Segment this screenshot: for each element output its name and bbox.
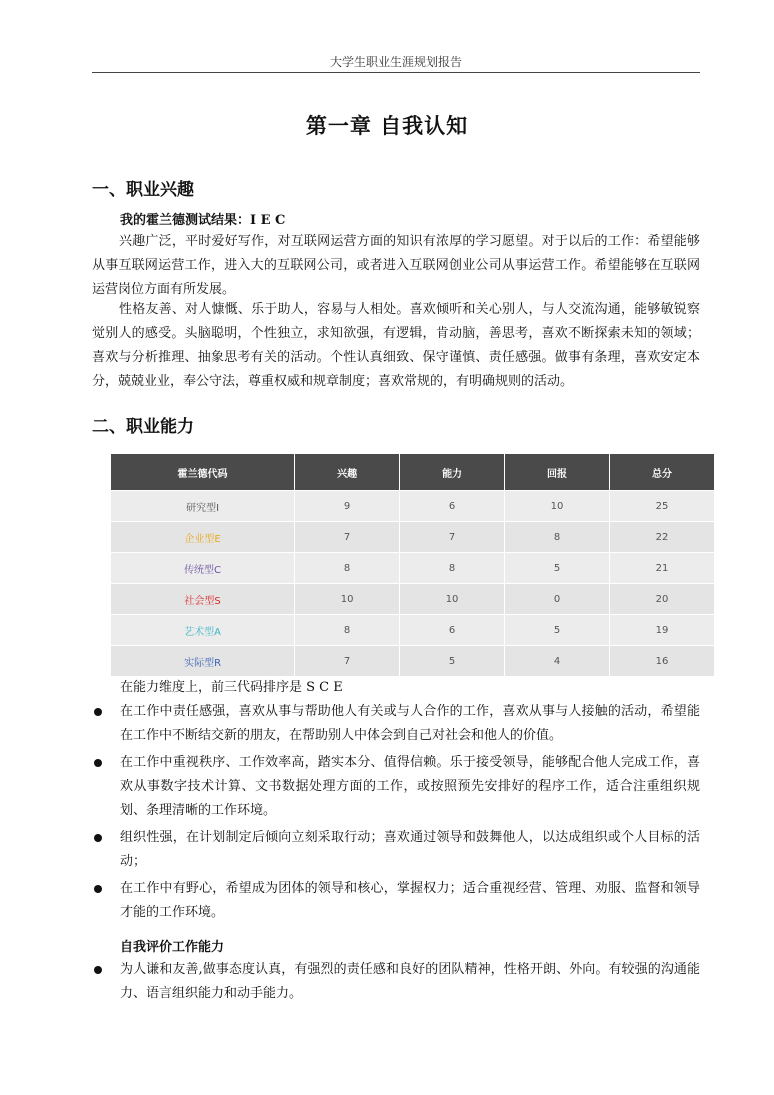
score-cell: 8 [295, 615, 399, 645]
holland-code-cell: 艺术型A [111, 615, 294, 645]
chapter-title: 第一章 自我认知 [305, 114, 469, 138]
score-cell: 21 [610, 553, 714, 583]
score-cell: 6 [400, 491, 504, 521]
holland-score-table [110, 453, 715, 677]
list-item: 组织性强，在计划制定后倾向立刻采取行动；喜欢通过领导和鼓舞他人，以达成组织或个人目标的活动； [92, 826, 700, 874]
score-cell: 7 [295, 522, 399, 552]
score-cell: 7 [400, 522, 504, 552]
page-header: 大学生职业生涯规划报告 [92, 52, 700, 73]
score-cell: 5 [505, 615, 609, 645]
self-evaluation-list [92, 958, 700, 1009]
score-cell: 10 [295, 584, 399, 614]
column-header: 总分 [610, 454, 714, 490]
score-cell: 0 [505, 584, 609, 614]
bullet-dot-icon [94, 708, 102, 716]
ability-ranking: 在能力维度上，前三代码排序是 S C E [120, 680, 343, 695]
score-cell: 16 [610, 646, 714, 676]
column-header: 回报 [505, 454, 609, 490]
holland-code-cell: 社会型S [111, 584, 294, 614]
holland-code-cell: 传统型C [111, 553, 294, 583]
holland-code-cell: 实际型R [111, 646, 294, 676]
score-cell: 19 [610, 615, 714, 645]
personality-paragraph: 性格友善、对人慷慨、乐于助人，容易与人相处。喜欢倾听和关心别人，与人交流沟通，能够敏锐察觉别人的感受。头脑聪明，个性独立，求知欲强，有逻辑，肯动脑，善思考，喜欢不断探索未知的领域；喜欢与分析推理、抽象思考有关的活动。个性认真细致、保守谨慎、责任感强。做事有条理，喜欢安定本分，兢兢业业，奉公守法，尊重权威和规章制度；喜欢常规的，有明确规则的活动。 [92, 302, 700, 389]
column-header: 能力 [400, 454, 504, 490]
score-cell: 4 [505, 646, 609, 676]
column-header: 兴趣 [295, 454, 399, 490]
score-cell: 8 [295, 553, 399, 583]
self-evaluation-title: 自我评价工作能力 [120, 940, 225, 955]
table-row [111, 522, 714, 552]
score-cell: 5 [505, 553, 609, 583]
holland-code-cell: 企业型E [111, 522, 294, 552]
score-cell: 7 [295, 646, 399, 676]
list-item: 在工作中责任感强，喜欢从事与帮助他人有关或与人合作的工作，喜欢从事与人接触的活动，希望能在工作中不断结交新的朋友，在帮助别人中体会到自己对社会和他人的价值。 [92, 700, 700, 748]
bullet-dot-icon [94, 966, 102, 974]
section-title-ability: 二、职业能力 [92, 417, 194, 437]
table-row [111, 615, 714, 645]
ability-bullet-list [92, 700, 700, 928]
table-row [111, 646, 714, 676]
holland-code-cell: 研究型I [111, 491, 294, 521]
score-cell: 25 [610, 491, 714, 521]
score-cell: 6 [400, 615, 504, 645]
score-cell: 9 [295, 491, 399, 521]
list-item: 为人谦和友善,做事态度认真，有强烈的责任感和良好的团队精神，性格开朗、外向。有较强的沟通能力、语言组织能力和动手能力。 [92, 958, 700, 1006]
bullet-dot-icon [94, 759, 102, 767]
score-cell: 5 [400, 646, 504, 676]
table-row [111, 584, 714, 614]
table-row [111, 491, 714, 521]
score-cell: 20 [610, 584, 714, 614]
score-cell: 10 [505, 491, 609, 521]
holland-result-label: 我的霍兰德测试结果：I E C [120, 213, 286, 228]
column-header: 霍兰德代码 [111, 454, 294, 490]
list-item: 在工作中有野心，希望成为团体的领导和核心，掌握权力；适合重视经营、管理、劝服、监督和领导才能的工作环境。 [92, 877, 700, 925]
bullet-dot-icon [94, 885, 102, 893]
bullet-dot-icon [94, 834, 102, 842]
section-title-interest: 一、职业兴趣 [92, 180, 194, 200]
interest-paragraph: 兴趣广泛，平时爱好写作，对互联网运营方面的知识有浓厚的学习愿望。对于以后的工作：希望能够从事互联网运营工作，进入大的互联网公司，或者进入互联网创业公司从事运营工作。希望能够在互联网运营岗位方面有所发展。 [92, 234, 700, 297]
score-cell: 22 [610, 522, 714, 552]
table-header-row [111, 454, 714, 490]
score-cell: 8 [400, 553, 504, 583]
table-row [111, 553, 714, 583]
score-cell: 10 [400, 584, 504, 614]
score-cell: 8 [505, 522, 609, 552]
list-item: 在工作中重视秩序、工作效率高，踏实本分、值得信赖。乐于接受领导，能够配合他人完成工作，喜欢从事数字技术计算、文书数据处理方面的工作，或按照预先安排好的程序工作，适合注重组织规划、条理清晰的工作环境。 [92, 751, 700, 823]
